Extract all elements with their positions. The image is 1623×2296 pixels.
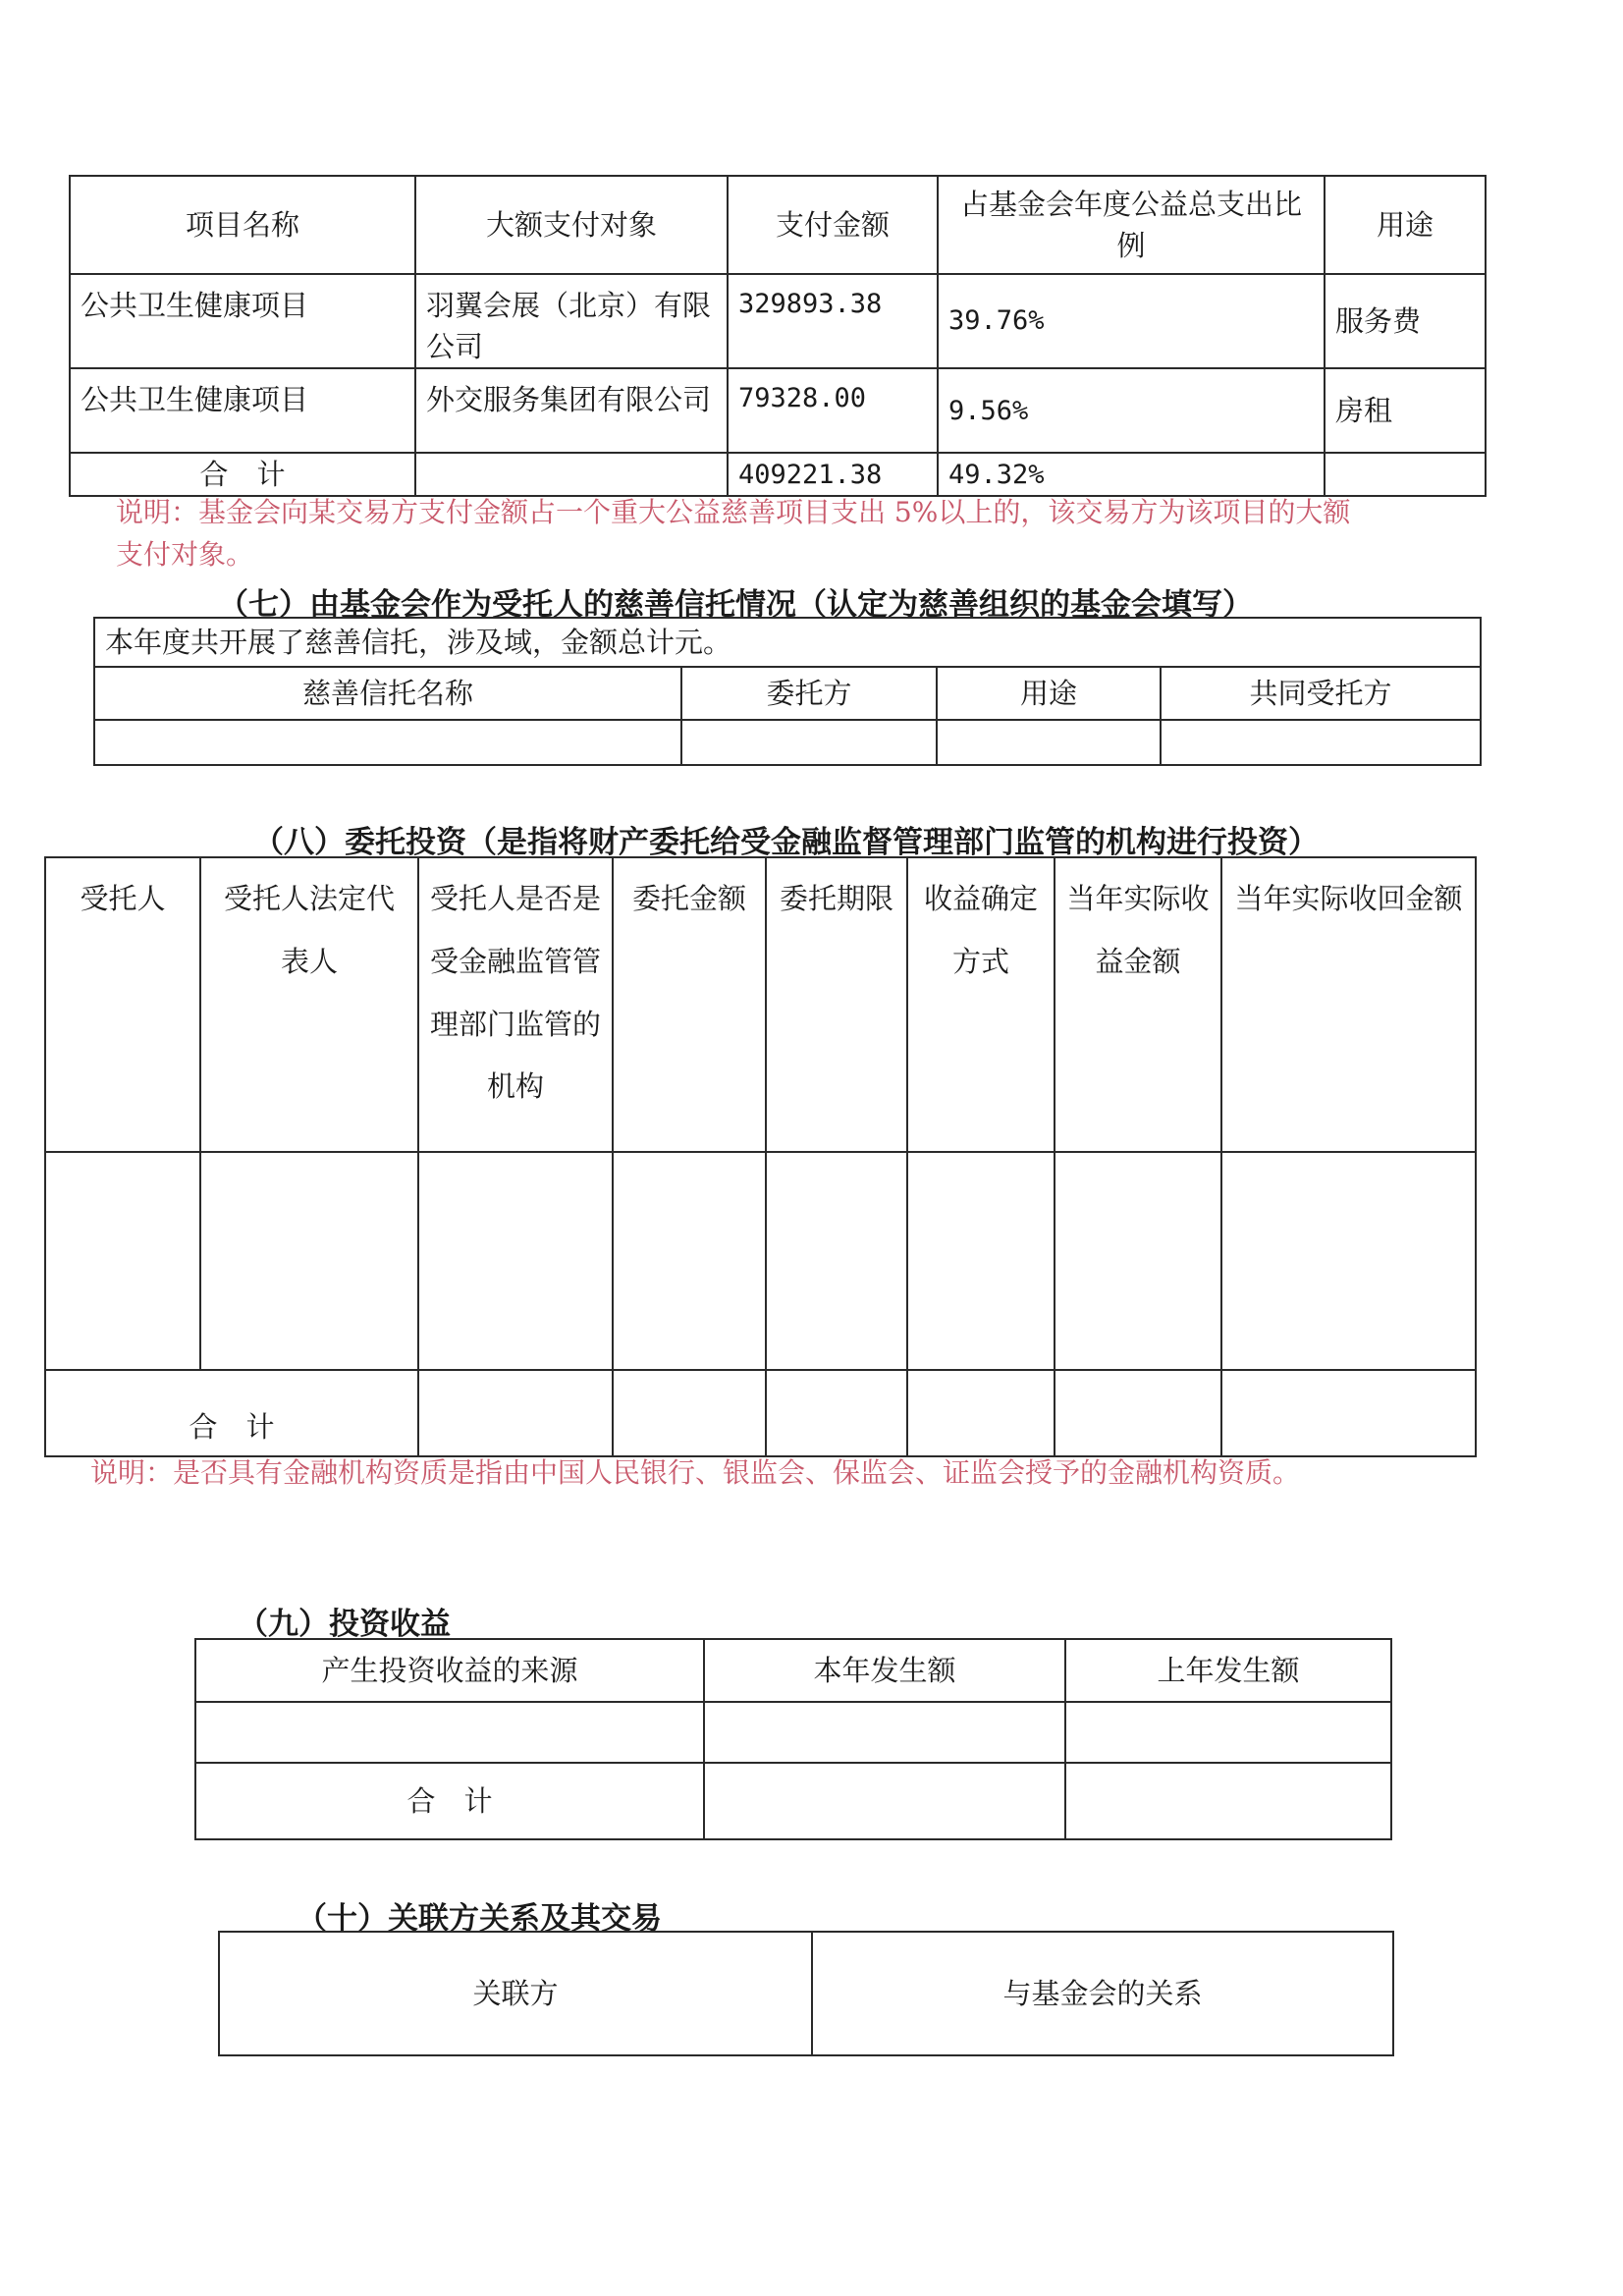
trust-table (93, 617, 1482, 766)
total-label: 合 计 (45, 1370, 418, 1456)
empty-cell (613, 1152, 766, 1370)
header-trustor: 委托方 (681, 667, 937, 720)
header-actual-recovered: 当年实际收回金额 (1221, 857, 1476, 1152)
empty-cell (766, 1370, 907, 1456)
header-trust-purpose: 用途 (937, 667, 1161, 720)
table-row (45, 1152, 1476, 1370)
empty-cell (1221, 1152, 1476, 1370)
cell-purpose: 房租 (1325, 368, 1486, 453)
empty-cell (1055, 1370, 1221, 1456)
investment-table (44, 856, 1477, 1457)
investment-note: 说明：是否具有金融机构资质是指由中国人民银行、银监会、保监会、证监会授予的金融机构资质。 (90, 1456, 1301, 1489)
header-income-method: 收益确定方式 (907, 857, 1055, 1152)
total-purpose (1325, 453, 1486, 496)
cell-project: 公共卫生健康项目 (70, 274, 415, 368)
empty-cell (94, 720, 681, 765)
empty-cell (704, 1763, 1065, 1839)
total-row (195, 1763, 1391, 1839)
header-amount: 支付金额 (728, 176, 938, 274)
total-ratio: 49.32% (938, 453, 1325, 496)
empty-cell (907, 1152, 1055, 1370)
cell-amount: 79328.00 (728, 368, 938, 453)
cell-ratio: 39.76% (938, 274, 1325, 368)
header-entrust-amount: 委托金额 (613, 857, 766, 1152)
header-related-party: 关联方 (219, 1932, 812, 2055)
trust-summary: 本年度共开展了慈善信托，涉及域，金额总计元。 (94, 618, 1481, 667)
header-project-name: 项目名称 (70, 176, 415, 274)
header-last-year: 上年发生额 (1065, 1639, 1391, 1702)
header-regulated: 受托人是否是受金融监管管理部门监管的机构 (418, 857, 613, 1152)
total-row (45, 1370, 1476, 1456)
header-actual-income: 当年实际收益金额 (1055, 857, 1221, 1152)
table-row (70, 274, 1486, 368)
empty-cell (1065, 1763, 1391, 1839)
table-row (94, 720, 1481, 765)
empty-cell (937, 720, 1161, 765)
header-payee: 大额支付对象 (415, 176, 728, 274)
empty-cell (907, 1370, 1055, 1456)
header-legal-rep: 受托人法定代表人 (200, 857, 418, 1152)
table-row (70, 368, 1486, 453)
empty-cell (681, 720, 937, 765)
cell-payee: 羽翼会展（北京）有限公司 (415, 274, 728, 368)
total-payee (415, 453, 728, 496)
income-heading: （九）投资收益 (238, 1607, 451, 1642)
header-trustee: 受托人 (45, 857, 200, 1152)
empty-cell (1161, 720, 1481, 765)
header-entrust-term: 委托期限 (766, 857, 907, 1152)
investment-heading: （八）委托投资（是指将财产委托给受金融监督管理部门监管的机构进行投资） (253, 825, 1319, 860)
empty-cell (45, 1152, 200, 1370)
header-purpose: 用途 (1325, 176, 1486, 274)
empty-cell (418, 1152, 613, 1370)
cell-project: 公共卫生健康项目 (70, 368, 415, 453)
empty-cell (704, 1702, 1065, 1763)
trust-heading: （七）由基金会作为受托人的慈善信托情况（认定为慈善组织的基金会填写） (218, 587, 1253, 623)
cell-purpose: 服务费 (1325, 274, 1486, 368)
header-this-year: 本年发生额 (704, 1639, 1065, 1702)
empty-cell (1055, 1152, 1221, 1370)
total-label: 合 计 (195, 1763, 704, 1839)
header-trust-name: 慈善信托名称 (94, 667, 681, 720)
total-amount: 409221.38 (728, 453, 938, 496)
header-income-source: 产生投资收益的来源 (195, 1639, 704, 1702)
income-table (194, 1638, 1392, 1840)
table-row (195, 1702, 1391, 1763)
header-co-trustee: 共同受托方 (1161, 667, 1481, 720)
related-heading: （十）关联方关系及其交易 (297, 1901, 662, 1937)
empty-cell (1221, 1370, 1476, 1456)
header-ratio: 占基金会年度公益总支出比例 (938, 176, 1325, 274)
payment-note: 说明：基金会向某交易方支付金额占一个重大公益慈善项目支出 5%以上的，该交易方为该项目的大额支付对象。 (116, 496, 1351, 572)
total-row (70, 453, 1486, 496)
related-party-table (218, 1931, 1394, 2056)
empty-cell (766, 1152, 907, 1370)
empty-cell (613, 1370, 766, 1456)
empty-cell (200, 1152, 418, 1370)
header-relationship: 与基金会的关系 (812, 1932, 1393, 2055)
cell-ratio: 9.56% (938, 368, 1325, 453)
empty-cell (1065, 1702, 1391, 1763)
empty-cell (195, 1702, 704, 1763)
cell-payee: 外交服务集团有限公司 (415, 368, 728, 453)
cell-amount: 329893.38 (728, 274, 938, 368)
large-payment-table (69, 175, 1487, 497)
empty-cell (418, 1370, 613, 1456)
total-label: 合 计 (70, 453, 415, 496)
